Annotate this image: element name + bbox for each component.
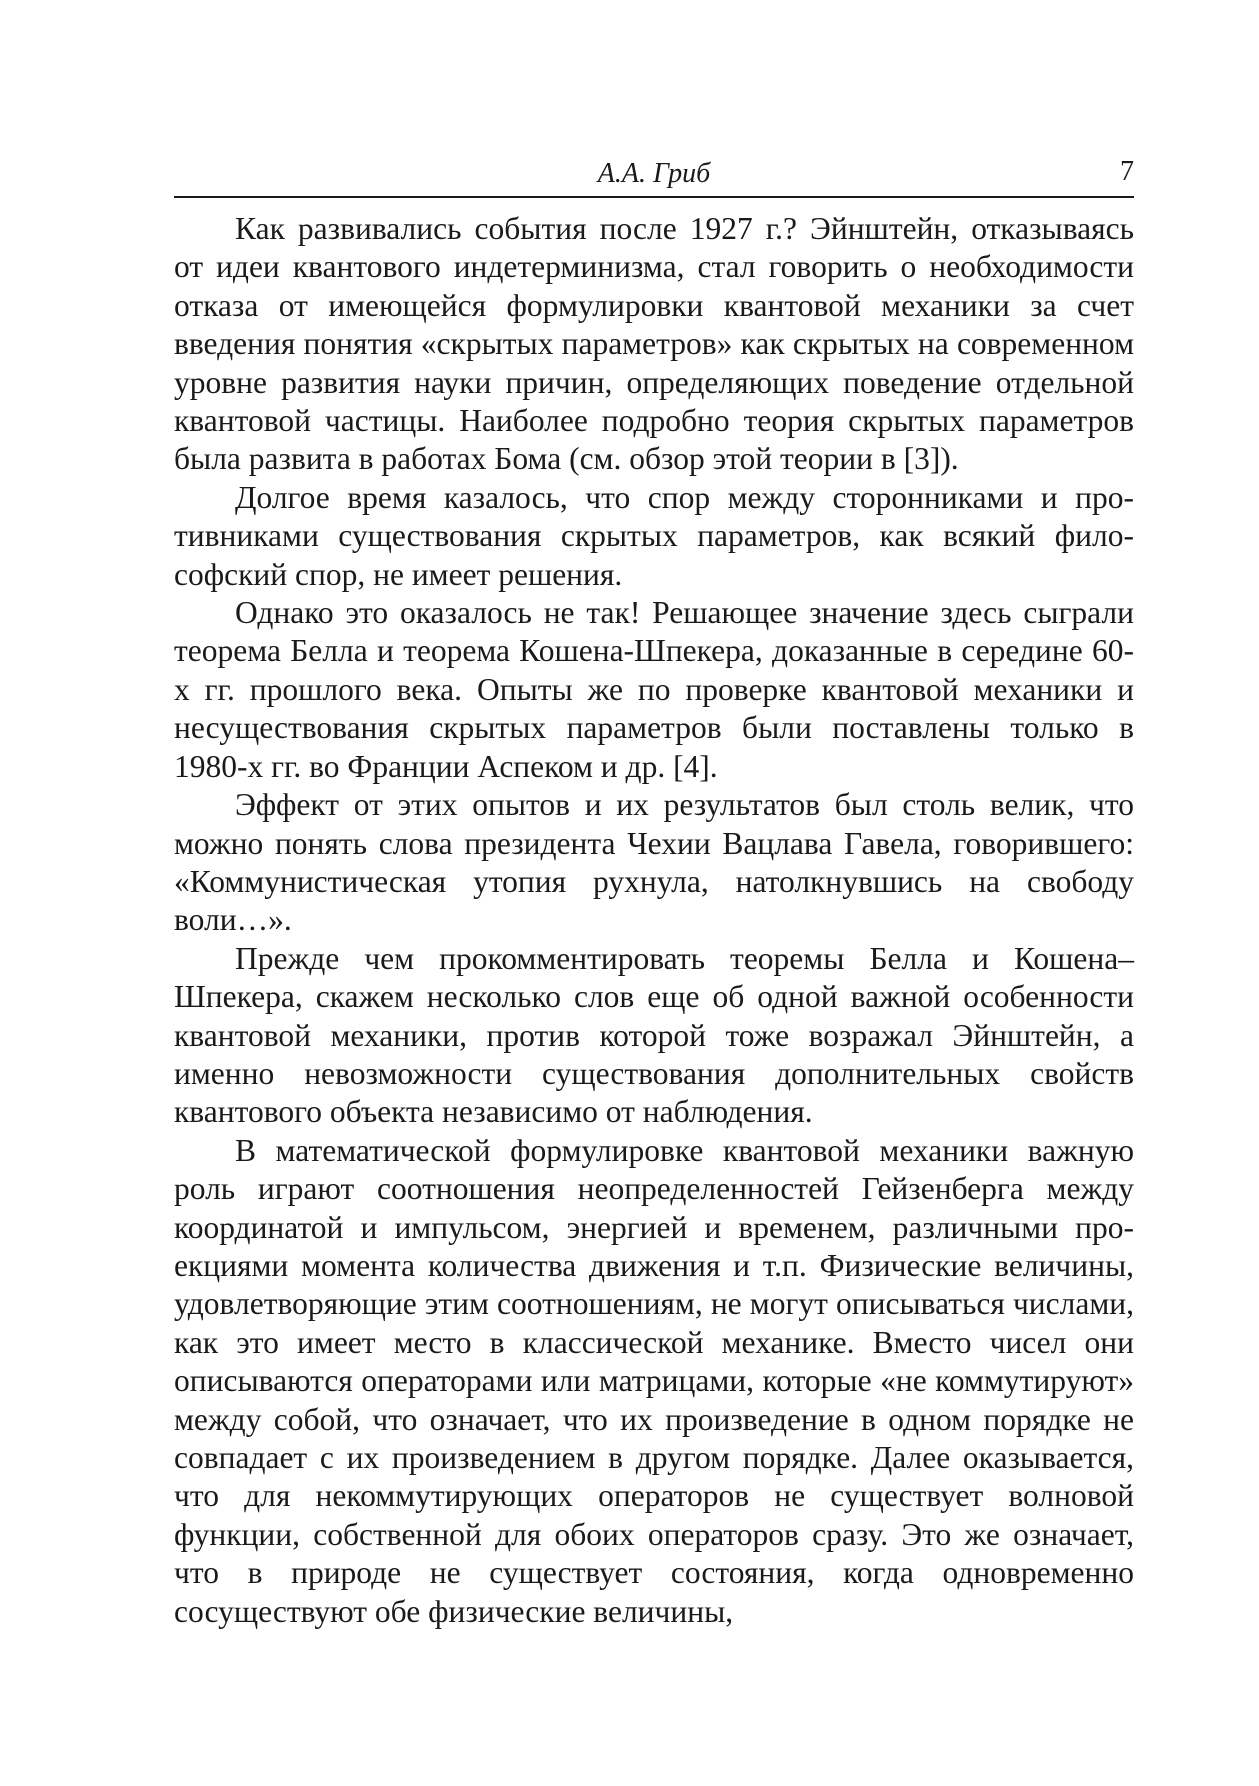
paragraph: Прежде чем прокомментировать теоремы Белла и Кошена–Шпекера, скажем несколько слов еще об одной важной особенности квантовой механики, против которой тоже возражал Эйнштейн, а именно невозможности существования дополнительных свойств квантового объекта независимо от наблюдения.	[174, 940, 1134, 1130]
page-number: 7	[1120, 156, 1134, 187]
body-text	[174, 210, 1134, 1631]
paragraph: Эффект от этих опытов и их результатов был столь велик, что можно понять слова президента Чехии Вацлава Гавела, говорившего: «Коммунистическая утопия рухнула, натолкнувшись на свободу воли…».	[174, 787, 1134, 938]
running-header	[174, 150, 1134, 198]
paragraph: В математической формулировке квантовой механики важную роль играют соотношения неопределенностей Гейзенберга между координатой и импульсом, энергией и временем, различными проекциями момента количества движения и т.п. Физические величины, удовлетворяющие этим соотношениям, не могут описываться числами, как это имеет место в классической механике. Вместо чисел они описываются операторами или матрицами, которые «не коммутируют» между собой, что означает, что их произведение в одном порядке не совпадает с их произведением в другом порядке. Далее оказывается, что для некоммутирующих операторов не существует волновой функции, собственной для обоих операторов сразу. Это же означает, что в природе не существует состояния, когда одновременно сосуществуют обе физические величины,	[174, 1132, 1134, 1629]
paragraph: Долгое время казалось, что спор между сторонниками и противниками существования скрытых параметров, как всякий философский спор, не имеет решения.	[174, 479, 1134, 592]
running-head-author: А.А. Гриб	[597, 158, 711, 189]
paragraph: Однако это оказалось не так! Решающее значение здесь сыграли теорема Белла и теорема Кошена-Шпекера, доказанные в середине 60-х гг. прошлого века. Опыты же по проверке квантовой механики и несуществования скрытых параметров были поставлены только в 1980-х гг. во Франции Аспеком и др. [4].	[174, 595, 1134, 784]
book-page	[174, 150, 1134, 1631]
paragraph: Как развивались события после 1927 г.? Эйнштейн, отказываясь от идеи квантового индетерминизма, стал говорить о необходимости отказа от имеющейся формулировки квантовой механики за счет введения понятия «скрытых параметров» как скрытых на современном уровне развития науки причин, определяющих поведение отдельной квантовой частицы. Наиболее подробно теория скрытых параметров была развита в работах Бома (см. обзор этой теории в [3]).	[174, 211, 1134, 477]
